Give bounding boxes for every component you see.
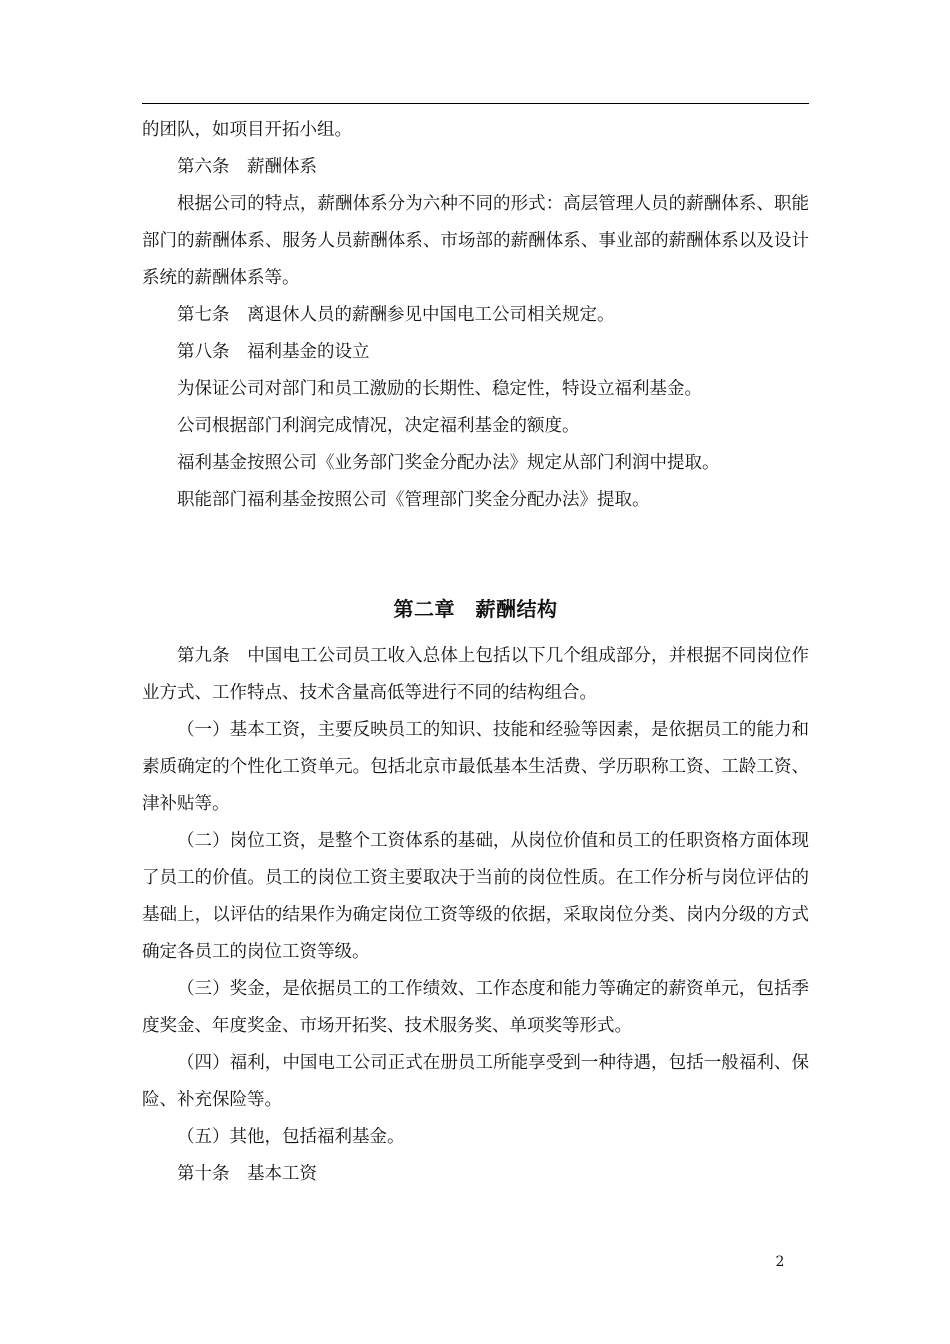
item-other: （五）其他，包括福利基金。 [177,1127,405,1147]
article-6-heading: 第六条 薪酬体系 [177,157,317,177]
chapter-title: 第二章 薪酬结构 [393,597,558,621]
document-body [142,112,809,1193]
article-10-heading: 第十条 基本工资 [177,1164,317,1184]
continuation-line: 的团队，如项目开拓小组。 [142,120,352,140]
item-bonus: （三）奖金，是依据员工的工作绩效、工作态度和能力等确定的薪资单元，包括季度奖金、年度奖金、市场开拓奖、技术服务奖、单项奖等形式。 [142,979,809,1036]
page-number: 2 [775,1254,785,1270]
article-8-text-1: 为保证公司对部门和员工激励的长期性、稳定性，特设立福利基金。 [177,379,702,399]
article-8-heading: 第八条 福利基金的设立 [177,342,370,362]
article-7-text: 第七条 离退休人员的薪酬参见中国电工公司相关规定。 [177,305,615,325]
item-welfare: （四）福利，中国电工公司正式在册员工所能享受到一种待遇，包括一般福利、保险、补充保险等。 [142,1053,809,1110]
article-6-text: 根据公司的特点，薪酬体系分为六种不同的形式：高层管理人员的薪酬体系、职能部门的薪酬体系、服务人员薪酬体系、市场部的薪酬体系、事业部的薪酬体系以及设计系统的薪酬体系等。 [142,194,809,288]
article-8-text-4: 职能部门福利基金按照公司《管理部门奖金分配办法》提取。 [177,490,650,510]
header-rule [142,103,809,104]
item-position-salary: （二）岗位工资，是整个工资体系的基础，从岗位价值和员工的任职资格方面体现了员工的价值。员工的岗位工资主要取决于当前的岗位性质。在工作分析与岗位评估的基础上，以评估的结果作为确定岗位工资等级的依据，采取岗位分类、岗内分级的方式确定各员工的岗位工资等级。 [142,831,809,962]
item-basic-salary: （一）基本工资，主要反映员工的知识、技能和经验等因素，是依据员工的能力和素质确定的个性化工资单元。包括北京市最低基本生活费、学历职称工资、工龄工资、津补贴等。 [142,720,809,814]
article-9-text: 第九条 中国电工公司员工收入总体上包括以下几个组成部分，并根据不同岗位作业方式、工作特点、技术含量高低等进行不同的结构组合。 [142,646,809,703]
chapter-spacer [142,519,809,591]
article-8-text-2: 公司根据部门利润完成情况，决定福利基金的额度。 [177,416,580,436]
article-8-text-3: 福利基金按照公司《业务部门奖金分配办法》规定从部门利润中提取。 [177,453,720,473]
